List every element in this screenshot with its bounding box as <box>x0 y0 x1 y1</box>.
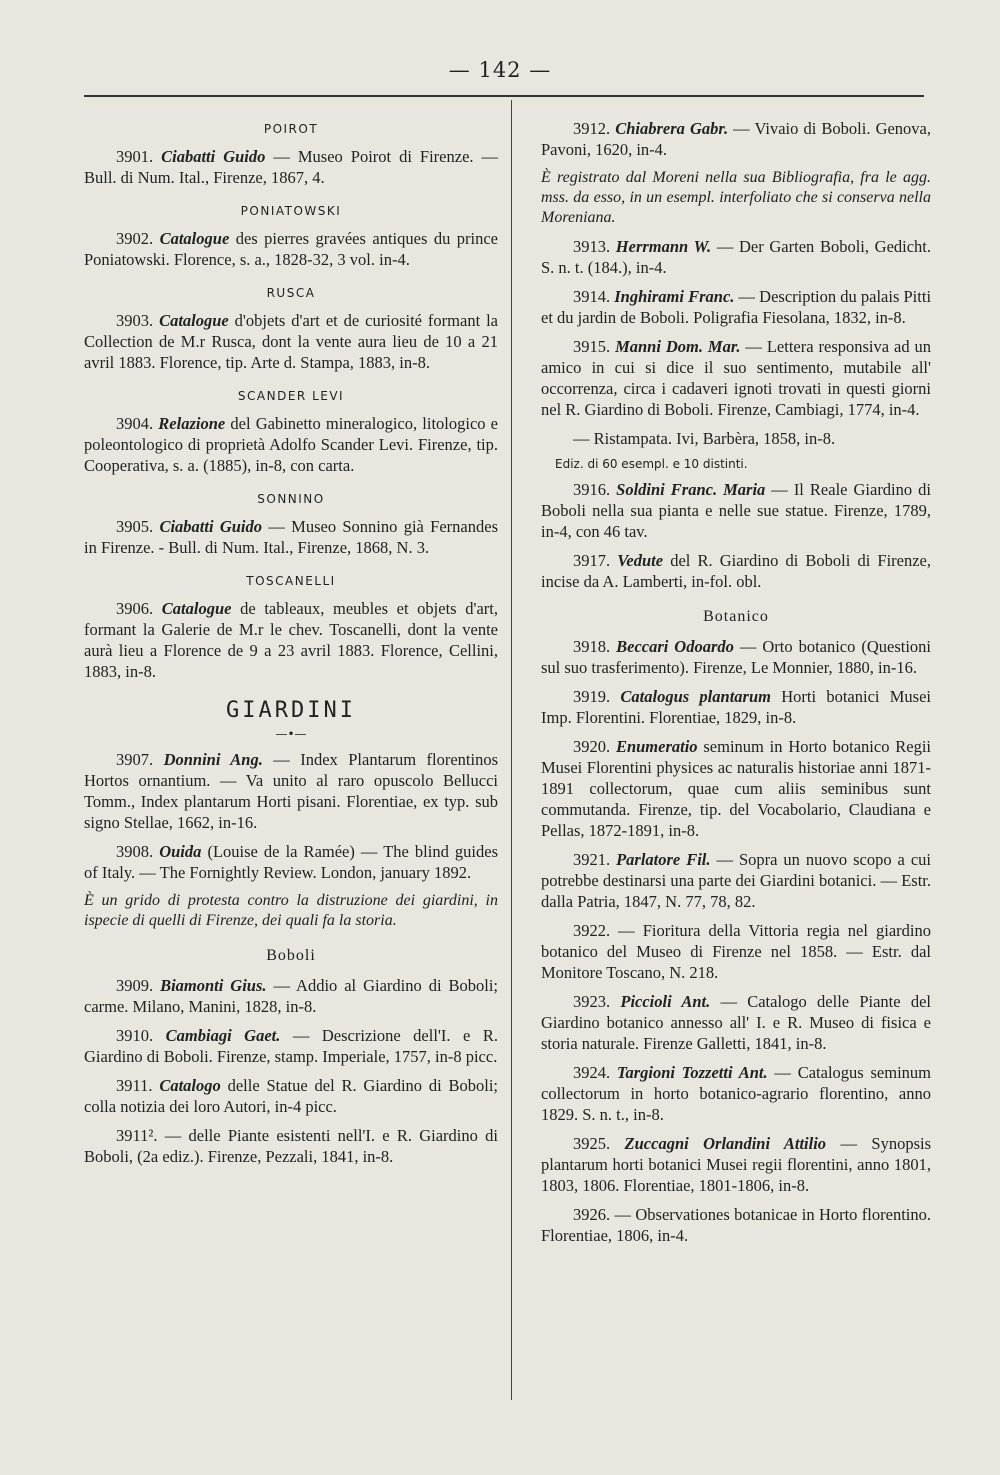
heading-poirot: POIROT <box>263 122 319 136</box>
heading-scander-levi: SCANDER LEVI <box>237 389 345 403</box>
heading-toscanelli: TOSCANELLI <box>246 574 336 588</box>
entry-3913: 3913. Herrmann W. — Der Garten Boboli, Gedicht. S. n. t. (184.), in-4. <box>541 237 932 277</box>
header-rule <box>84 95 924 97</box>
left-column <box>84 118 498 1175</box>
entry-3919: 3919. Catalogus plantarum Horti botanici Musei Imp. Florentini. Florentiae, 1829, in-8. <box>541 687 931 727</box>
entry-3926: 3926. — Observationes botanicae in Horto florentino. Florentiae, 1806, in-4. <box>541 1205 931 1245</box>
note-3915: Ediz. di 60 esempl. e 10 distinti. <box>555 457 748 471</box>
entry-3902: 3902. Catalogue des pierres gravées antiques du prince Poniatowski. Florence, s. a., 1828-32, 3 vol. in-4. <box>84 229 498 269</box>
entry-3908: 3908. Ouida (Louise de la Ramée) — The blind guides of Italy. — The Fornightly Review. London, january 1892. <box>84 842 498 882</box>
heading-boboli: Boboli <box>266 947 316 964</box>
entry-3918: 3918. Beccari Odoardo — Orto botanico (Questioni sul suo trasferimento). Firenze, Le Monnier, 1880, in-16. <box>541 637 932 677</box>
heading-poniatowski: PONIATOWSKI <box>240 204 342 218</box>
entry-3906: 3906. Catalogue de tableaux, meubles et objets d'art, formant la Galerie de M.r le chev. Toscanelli, dont la vente aurà lieu a Florence de 9 a 23 avril 1883. Florence, Cellini, 1883, in-8. <box>84 599 498 681</box>
entry-3901: 3901. Ciabatti Guido — Museo Poirot di Firenze. — Bull. di Num. Ital., Firenze, 1867, 4. <box>84 147 498 187</box>
entry-3904: 3904. Relazione del Gabinetto mineralogico, litologico e poleontologico di proprietà Adolfo Scander Levi. Firenze, tip. Cooperativa, s. a. (1885), in-8, con carta. <box>84 414 499 475</box>
heading-sonnino: SONNINO <box>257 492 325 506</box>
ornament: —•— <box>275 727 307 741</box>
entry-3903: 3903. Catalogue d'objets d'art et de curiosité formant la Collection de M.r Rusca, dont la vente aura lieu de 10 a 21 avril 1883. Florence, tip. Arte d. Stampa, 1883, in-8. <box>84 311 498 372</box>
entry-3911b: 3911². — delle Piante esistenti nell'I. e R. Giardino di Boboli, (2a ediz.). Firenze, Pezzali, 1841, in-8. <box>84 1126 498 1166</box>
entry-3921: 3921. Parlatore Fil. — Sopra un nuovo scopo a cui potrebbe destinarsi una parte dei Giardini botanici. — Estr. dalla Patria, 1847, N. 77, 78, 82. <box>541 850 931 911</box>
entry-3923: 3923. Piccioli Ant. — Catalogo delle Piante del Giardino botanico annesso all' I. e R. Museo di fisica e storia naturale. Firenze Galletti, 1841, in-8. <box>541 992 931 1053</box>
right-column <box>541 118 931 1254</box>
entry-3905: 3905. Ciabatti Guido — Museo Sonnino già Fernandes in Firenze. - Bull. di Num. Ital., Firenze, 1868, N. 3. <box>84 517 498 557</box>
note-3908: È un grido di protesta contro la distruzione dei giardini, in ispecie di quelli di Firenze, dei quali fa la storia. <box>84 892 498 929</box>
entry-3912: 3912. Chiabrera Gabr. — Vivaio di Boboli. Genova, Pavoni, 1620, in-4. <box>541 119 932 159</box>
entry-3920: 3920. Enumeratio seminum in Horto botanico Regii Musei Florentini physices ac naturalis historiae anni 1871-1891 collectorum, quae cum aliis seminibus sunt commutanda. Firenze, tip. del Vocabolario, Claudiana e Pellas, 1872-1891, in-8. <box>541 737 931 840</box>
entry-3922: 3922. — Fioritura della Vittoria regia nel giardino botanico del Museo di Firenze nel 1858. — Estr. dal Monitore Toscano, N. 218. <box>541 921 931 982</box>
entry-3917: 3917. Vedute del R. Giardino di Boboli di Firenze, incise da A. Lamberti, in-fol. obl. <box>541 551 932 591</box>
entry-3909: 3909. Biamonti Gius. — Addio al Giardino di Boboli; carme. Milano, Manini, 1828, in-8. <box>84 976 498 1016</box>
heading-rusca: RUSCA <box>266 286 316 300</box>
entry-3915-reprint: — Ristampata. Ivi, Barbèra, 1858, in-8. <box>573 429 836 448</box>
entry-3915: 3915. Manni Dom. Mar. — Lettera responsiva ad un amico in cui si dice il suo sentimento, mutabile all' occorrenza, circa i cadaveri ignoti trovati in questi giorni nel R. Giardino di Boboli. Firenze, Cambiagi, 1774, in-4. <box>541 337 932 419</box>
page-number: — 142 — <box>448 58 552 82</box>
entry-3925: 3925. Zuccagni Orlandini Attilio — Synopsis plantarum horti botanici Musei regii florentini, anno 1801, 1803, 1806. Florentiae, 1801-1806, in-8. <box>541 1134 932 1195</box>
entry-3911: 3911. Catalogo delle Statue del R. Giardino di Boboli; colla notizia dei loro Autori, in-4 picc. <box>84 1076 499 1116</box>
entry-3914: 3914. Inghirami Franc. — Description du palais Pitti et du jardin de Boboli. Poligrafia Fiesolana, 1832, in-8. <box>541 287 932 327</box>
entry-3916: 3916. Soldini Franc. Maria — Il Reale Giardino di Boboli nella sua pianta e nelle sue statue. Firenze, 1789, in-4, con 46 tav. <box>541 480 931 541</box>
entry-3924: 3924. Targioni Tozzetti Ant. — Catalogus seminum collectorum in horto botanico-agrario florentino, anno 1829. S. n. t., in-8. <box>541 1063 931 1124</box>
entry-3910: 3910. Cambiagi Gaet. — Descrizione dell'I. e R. Giardino di Boboli. Firenze, stamp. Imperiale, 1757, in-8 picc. <box>84 1026 498 1066</box>
section-title-giardini: GIARDINI <box>226 698 356 723</box>
entry-3907: 3907. Donnini Ang. — Index Plantarum florentinos Hortos ornantium. — Va unito al raro opuscolo Bellucci Tomm., Index plantarum Horti pisani. Florentiae, ex typ. sub signo Stellae, 1662, in-16. <box>84 750 499 832</box>
column-divider <box>511 100 512 1400</box>
note-3912: È registrato dal Moreni nella sua Bibliografia, fra le agg. mss. da esso, in un esempl. interfoliato che si conserva nella Moreniana. <box>541 169 931 226</box>
heading-botanico: Botanico <box>703 608 769 625</box>
